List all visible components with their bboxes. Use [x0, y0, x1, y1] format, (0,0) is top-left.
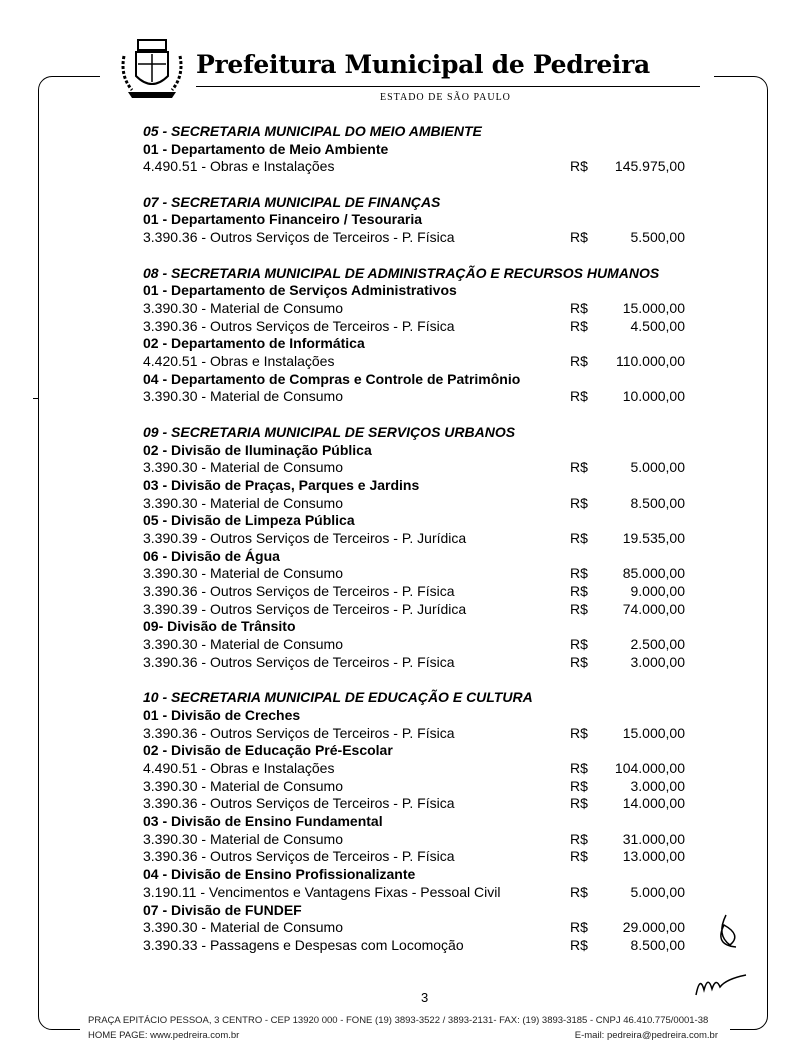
budget-line-item — [143, 601, 703, 619]
amount: 3.000,00 — [630, 777, 685, 794]
item-description: 3.390.36 - Outros Serviços de Terceiros - P. Física — [143, 795, 455, 812]
currency-symbol: R$ — [570, 883, 588, 900]
header-subtitle: ESTADO DE SÃO PAULO — [380, 92, 511, 103]
item-description: 3.390.39 - Outros Serviços de Terceiros - P. Jurídica — [143, 530, 467, 546]
item-description: 3.390.30 - Material de Consumo — [143, 299, 343, 316]
budget-line-item — [143, 831, 703, 849]
budget-line-item — [143, 884, 703, 902]
budget-content — [143, 123, 703, 972]
item-description: 3.190.11 - Vencimentos e Vantagens Fixas - Pessoal Civil — [143, 883, 501, 900]
item-description: 4.420.51 - Obras e Instalações — [143, 353, 335, 370]
budget-line-item — [143, 654, 703, 672]
currency-symbol: R$ — [570, 777, 588, 794]
section-title: 08 - SECRETARIA MUNICIPAL DE ADMINISTRAÇÃO E RECURSOS HUMANOS — [143, 264, 660, 281]
currency-symbol: R$ — [570, 299, 588, 316]
amount: 10.000,00 — [622, 388, 685, 405]
item-description: 3.390.36 - Outros Serviços de Terceiros - P. Física — [143, 583, 455, 600]
budget-line-item — [143, 760, 703, 778]
header-rule — [196, 86, 700, 87]
currency-symbol: R$ — [570, 565, 588, 582]
budget-line-item — [143, 937, 703, 955]
municipal-crest-logo — [118, 36, 186, 102]
currency-symbol: R$ — [570, 636, 588, 653]
budget-section — [143, 689, 703, 954]
department-heading: 04 - Departamento de Compras e Controle de Patrimônio — [143, 370, 521, 387]
department-heading: 05 - Divisão de Limpeza Pública — [143, 512, 355, 529]
amount: 13.000,00 — [622, 848, 685, 865]
budget-section — [143, 424, 703, 672]
amount: 15.000,00 — [622, 299, 685, 316]
amount: 5.000,00 — [630, 459, 685, 476]
budget-line-item — [143, 495, 703, 513]
amount: 8.500,00 — [630, 936, 685, 953]
item-description: 3.390.30 - Material de Consumo — [143, 494, 343, 511]
section-title: 10 - SECRETARIA MUNICIPAL DE EDUCAÇÃO E CULTURA — [143, 689, 533, 706]
currency-symbol: R$ — [570, 459, 588, 476]
budget-section — [143, 123, 703, 176]
currency-symbol: R$ — [570, 919, 588, 936]
budget-line-item — [143, 725, 703, 743]
budget-line-item — [143, 778, 703, 796]
currency-symbol: R$ — [570, 530, 588, 546]
currency-symbol: R$ — [570, 830, 588, 847]
department-heading: 02 - Departamento de Informática — [143, 335, 365, 352]
item-description: 3.390.36 - Outros Serviços de Terceiros - P. Física — [143, 724, 455, 741]
department-heading: 01 - Departamento de Meio Ambiente — [143, 140, 389, 157]
department-heading: 02 - Divisão de Iluminação Pública — [143, 441, 372, 458]
page-title: Prefeitura Municipal de Pedreira — [196, 50, 650, 79]
department-heading: 07 - Divisão de FUNDEF — [143, 901, 302, 918]
budget-line-item — [143, 919, 703, 937]
budget-line-item — [143, 300, 703, 318]
budget-line-item — [143, 583, 703, 601]
currency-symbol: R$ — [570, 353, 588, 370]
currency-symbol: R$ — [570, 158, 588, 175]
currency-symbol: R$ — [570, 795, 588, 812]
budget-section — [143, 194, 703, 247]
item-description: 3.390.39 - Outros Serviços de Terceiros - P. Jurídica — [143, 600, 467, 617]
budget-line-item — [143, 795, 703, 813]
item-description: 3.390.30 - Material de Consumo — [143, 830, 343, 847]
budget-section — [143, 265, 703, 407]
amount: 8.500,00 — [630, 494, 685, 511]
budget-line-item — [143, 388, 703, 406]
handwritten-signature — [686, 905, 756, 1005]
amount: 3.000,00 — [630, 653, 685, 670]
item-description: 3.390.33 - Passagens e Despesas com Locomoção — [143, 936, 464, 953]
department-heading: 06 - Divisão de Água — [143, 547, 280, 564]
item-description: 3.390.36 - Outros Serviços de Terceiros - P. Física — [143, 317, 455, 334]
amount: 2.500,00 — [630, 636, 685, 653]
amount: 31.000,00 — [622, 830, 685, 847]
item-description: 3.390.36 - Outros Serviços de Terceiros - P. Física — [143, 848, 455, 865]
amount: 5.500,00 — [630, 229, 685, 246]
currency-symbol: R$ — [570, 317, 588, 334]
department-heading: 03 - Divisão de Praças, Parques e Jardins — [143, 476, 420, 493]
amount: 19.535,00 — [622, 530, 685, 546]
budget-line-item — [143, 318, 703, 336]
amount: 4.500,00 — [630, 317, 685, 334]
amount: 9.000,00 — [630, 583, 685, 600]
budget-line-item — [143, 158, 703, 176]
item-description: 4.490.51 - Obras e Instalações — [143, 158, 335, 175]
budget-line-item — [143, 636, 703, 654]
department-heading: 01 - Departamento de Serviços Administrativos — [143, 282, 457, 299]
currency-symbol: R$ — [570, 229, 588, 246]
item-description: 3.390.30 - Material de Consumo — [143, 565, 343, 582]
budget-line-item — [143, 530, 703, 548]
amount: 110.000,00 — [615, 353, 685, 370]
item-description: 4.490.51 - Obras e Instalações — [143, 760, 335, 777]
amount: 15.000,00 — [622, 724, 685, 741]
page-number: 3 — [421, 990, 429, 1005]
section-title: 09 - SECRETARIA MUNICIPAL DE SERVIÇOS URBANOS — [143, 423, 516, 440]
item-description: 3.390.30 - Material de Consumo — [143, 459, 343, 476]
item-description: 3.390.30 - Material de Consumo — [143, 919, 343, 936]
budget-line-item — [143, 229, 703, 247]
item-description: 3.390.30 - Material de Consumo — [143, 636, 343, 653]
budget-line-item — [143, 353, 703, 371]
section-title: 07 - SECRETARIA MUNICIPAL DE FINANÇAS — [143, 193, 441, 210]
amount: 104.000,00 — [614, 760, 685, 777]
currency-symbol: R$ — [570, 583, 588, 600]
currency-symbol: R$ — [570, 724, 588, 741]
amount: 29.000,00 — [622, 919, 685, 936]
amount: 145.975,00 — [614, 158, 685, 175]
section-title: 05 - SECRETARIA MUNICIPAL DO MEIO AMBIENTE — [143, 123, 482, 139]
margin-mark — [33, 398, 39, 399]
amount: 85.000,00 — [622, 565, 685, 582]
department-heading: 09- Divisão de Trânsito — [143, 618, 296, 635]
item-description: 3.390.30 - Material de Consumo — [143, 777, 343, 794]
currency-symbol: R$ — [570, 388, 588, 405]
footer-address: PRAÇA EPITÁCIO PESSOA, 3 CENTRO - CEP 13920 000 - FONE (19) 3893-3522 / 3893-2131- FAX: (19) 3893-3185 - CNPJ 46.410.775/0001-38 — [88, 1015, 709, 1026]
currency-symbol: R$ — [570, 494, 588, 511]
item-description: 3.390.36 - Outros Serviços de Terceiros - P. Física — [143, 229, 455, 246]
currency-symbol: R$ — [570, 848, 588, 865]
department-heading: 04 - Divisão de Ensino Profissionalizante — [143, 866, 416, 883]
footer-email: E-mail: pedreira@pedreira.com.br — [574, 1030, 718, 1041]
currency-symbol: R$ — [570, 653, 588, 670]
budget-line-item — [143, 848, 703, 866]
footer-homepage: HOME PAGE: www.pedreira.com.br — [88, 1030, 240, 1041]
department-heading: 01 - Divisão de Creches — [143, 706, 301, 723]
department-heading: 01 - Departamento Financeiro / Tesouraria — [143, 211, 423, 228]
department-heading: 03 - Divisão de Ensino Fundamental — [143, 813, 383, 830]
amount: 74.000,00 — [622, 600, 685, 617]
budget-line-item — [143, 565, 703, 583]
amount: 5.000,00 — [630, 883, 685, 900]
currency-symbol: R$ — [570, 760, 588, 777]
amount: 14.000,00 — [622, 795, 685, 812]
department-heading: 02 - Divisão de Educação Pré-Escolar — [143, 742, 393, 759]
budget-line-item — [143, 459, 703, 477]
currency-symbol: R$ — [570, 936, 588, 953]
item-description: 3.390.36 - Outros Serviços de Terceiros - P. Física — [143, 653, 455, 670]
item-description: 3.390.30 - Material de Consumo — [143, 388, 343, 405]
currency-symbol: R$ — [570, 600, 588, 617]
